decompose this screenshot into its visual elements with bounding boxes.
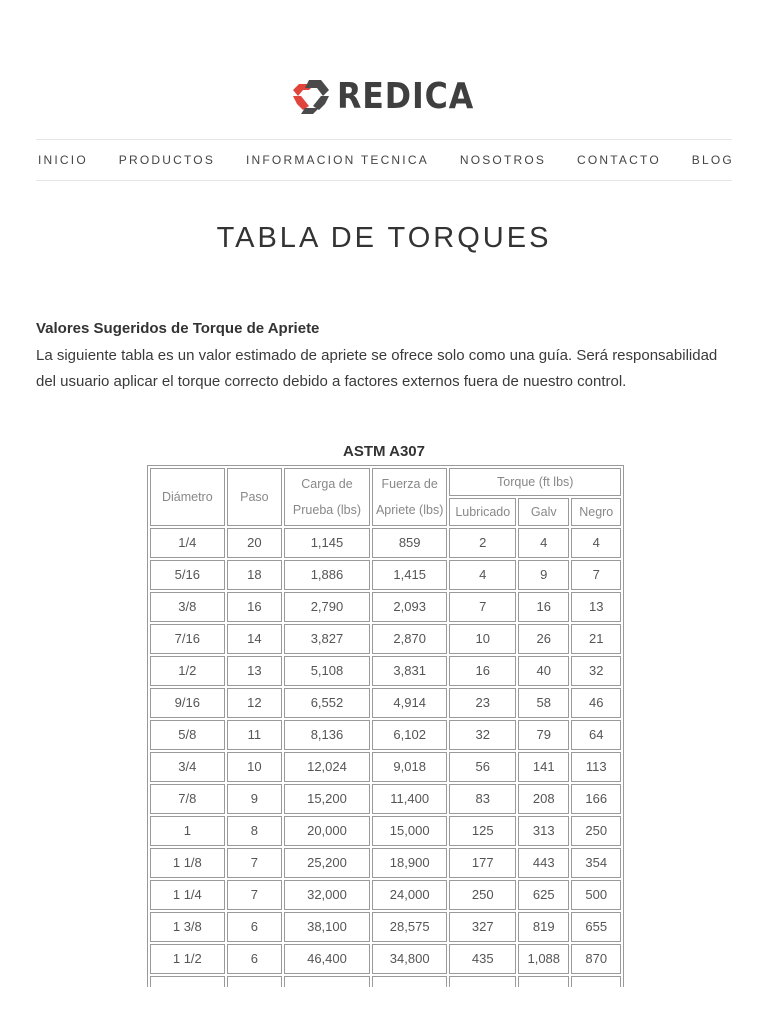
table-cell: 1 3/8 bbox=[150, 912, 225, 942]
table-cell: 819 bbox=[518, 912, 569, 942]
table-header bbox=[150, 468, 621, 526]
table-cell: 16 bbox=[518, 592, 569, 622]
header-torque: Torque (ft lbs) bbox=[449, 468, 621, 496]
table-cell: 15,000 bbox=[372, 816, 448, 846]
table-cell: 7 bbox=[227, 880, 282, 910]
table-cell: 354 bbox=[571, 848, 621, 878]
table-cell: 46 bbox=[571, 688, 621, 718]
table-row bbox=[150, 560, 621, 590]
table-cell: 2,093 bbox=[372, 592, 448, 622]
table-row bbox=[150, 752, 621, 782]
brand-logo[interactable] bbox=[0, 74, 768, 118]
header-carga-de-prueba: Carga de Prueba (lbs) bbox=[284, 468, 370, 526]
table-cell: 7 bbox=[449, 592, 516, 622]
table-cell: 250 bbox=[449, 880, 516, 910]
table-cell bbox=[571, 976, 621, 987]
table-cell: 79 bbox=[518, 720, 569, 750]
table-row bbox=[150, 592, 621, 622]
table-cell: 4,914 bbox=[372, 688, 448, 718]
table-cell: 9 bbox=[227, 784, 282, 814]
table-cell: 435 bbox=[449, 944, 516, 974]
table-cell: 13 bbox=[571, 592, 621, 622]
table-cell: 327 bbox=[449, 912, 516, 942]
table-cell: 655 bbox=[571, 912, 621, 942]
table-cell: 4 bbox=[518, 528, 569, 558]
table-cell: 8 bbox=[227, 816, 282, 846]
main-nav bbox=[36, 139, 732, 181]
table-cell: 113 bbox=[571, 752, 621, 782]
table-cell: 16 bbox=[227, 592, 282, 622]
header-galv: Galv bbox=[518, 498, 569, 526]
table-row bbox=[150, 880, 621, 910]
table-cell: 7/16 bbox=[150, 624, 225, 654]
brand-name: REDICA bbox=[337, 75, 475, 117]
table-cell: 32 bbox=[449, 720, 516, 750]
table-cell: 859 bbox=[372, 528, 448, 558]
table-cell: 32 bbox=[571, 656, 621, 686]
table-cell: 4 bbox=[571, 528, 621, 558]
table-row bbox=[150, 656, 621, 686]
header-negro: Negro bbox=[571, 498, 621, 526]
table-cell: 1,415 bbox=[372, 560, 448, 590]
table-cell: 3/4 bbox=[150, 752, 225, 782]
table-cell: 1/2 bbox=[150, 656, 225, 686]
table-cell: 2,790 bbox=[284, 592, 370, 622]
table-cell: 26 bbox=[518, 624, 569, 654]
table-cell: 3,827 bbox=[284, 624, 370, 654]
table-cell: 56 bbox=[449, 752, 516, 782]
table-cell: 20,000 bbox=[284, 816, 370, 846]
table-cell: 20 bbox=[227, 528, 282, 558]
table-cell bbox=[518, 976, 569, 987]
table-cell: 10 bbox=[449, 624, 516, 654]
table-cell: 1 1/2 bbox=[150, 944, 225, 974]
table-row bbox=[150, 528, 621, 558]
nav-item-productos[interactable]: PRODUCTOS bbox=[118, 153, 216, 167]
table-cell: 6,552 bbox=[284, 688, 370, 718]
table-cell: 3/8 bbox=[150, 592, 225, 622]
table-cell: 500 bbox=[571, 880, 621, 910]
table-cell: 18 bbox=[227, 560, 282, 590]
table-cell: 16 bbox=[449, 656, 516, 686]
nav-item-nosotros[interactable]: NOSOTROS bbox=[459, 153, 547, 167]
table-cell: 12,024 bbox=[284, 752, 370, 782]
table-cell: 177 bbox=[449, 848, 516, 878]
table-cell bbox=[372, 976, 448, 987]
torque-table bbox=[147, 465, 624, 987]
table-cell: 28,575 bbox=[372, 912, 448, 942]
table-cell: 625 bbox=[518, 880, 569, 910]
table-cell bbox=[227, 976, 282, 987]
table-cell: 32,000 bbox=[284, 880, 370, 910]
page-title: TABLA DE TORQUES bbox=[216, 222, 552, 254]
table-cell: 34,800 bbox=[372, 944, 448, 974]
table-cell: 4 bbox=[449, 560, 516, 590]
intro-paragraph: La siguiente tabla es un valor estimado de apriete se ofrece solo como una guía. Será responsabilidad del usuario aplicar el torque correcto debido a factores externos fuera de nuestro control. bbox=[36, 346, 718, 390]
table-cell: 25,200 bbox=[284, 848, 370, 878]
table-cell: 11,400 bbox=[372, 784, 448, 814]
table-cell: 13 bbox=[227, 656, 282, 686]
table-cell: 2 bbox=[449, 528, 516, 558]
table-cell: 18,900 bbox=[372, 848, 448, 878]
table-row bbox=[150, 848, 621, 878]
table-row bbox=[150, 944, 621, 974]
table-cell: 40 bbox=[518, 656, 569, 686]
table-cell: 141 bbox=[518, 752, 569, 782]
table-cell: 21 bbox=[571, 624, 621, 654]
table-cell: 11 bbox=[227, 720, 282, 750]
table-cell: 12 bbox=[227, 688, 282, 718]
table-cell: 313 bbox=[518, 816, 569, 846]
table-cell: 58 bbox=[518, 688, 569, 718]
table-cell: 250 bbox=[571, 816, 621, 846]
table-cell: 9 bbox=[518, 560, 569, 590]
table-cell: 9/16 bbox=[150, 688, 225, 718]
table-cell: 5/16 bbox=[150, 560, 225, 590]
table-cell: 7 bbox=[571, 560, 621, 590]
logo-arrows-icon bbox=[291, 76, 331, 116]
table-cell: 15,200 bbox=[284, 784, 370, 814]
table-cell: 870 bbox=[571, 944, 621, 974]
table-cell: 10 bbox=[227, 752, 282, 782]
table-row bbox=[150, 720, 621, 750]
table-row bbox=[150, 912, 621, 942]
nav-item-blog[interactable]: BLOG bbox=[691, 153, 734, 167]
header-diametro: Diámetro bbox=[150, 468, 225, 526]
table-cell: 38,100 bbox=[284, 912, 370, 942]
table-caption: ASTM A307 bbox=[343, 443, 425, 460]
table-cell: 1 1/4 bbox=[150, 880, 225, 910]
table-cell: 14 bbox=[227, 624, 282, 654]
intro-heading: Valores Sugeridos de Torque de Apriete bbox=[36, 320, 320, 337]
header-lubricado: Lubricado bbox=[449, 498, 516, 526]
table-cell: 2,870 bbox=[372, 624, 448, 654]
table-cell: 443 bbox=[518, 848, 569, 878]
header-paso: Paso bbox=[227, 468, 282, 526]
nav-item-informacion-tecnica[interactable]: INFORMACION TECNICA bbox=[245, 153, 429, 167]
table-cell: 6 bbox=[227, 944, 282, 974]
table-cell: 7/8 bbox=[150, 784, 225, 814]
table-cell: 6 bbox=[227, 912, 282, 942]
table-cell: 1 1/8 bbox=[150, 848, 225, 878]
nav-item-contacto[interactable]: CONTACTO bbox=[577, 153, 661, 167]
table-cell: 1,145 bbox=[284, 528, 370, 558]
table-cell: 1,886 bbox=[284, 560, 370, 590]
table-cell: 5/8 bbox=[150, 720, 225, 750]
table-cell: 64 bbox=[571, 720, 621, 750]
table-cell: 8,136 bbox=[284, 720, 370, 750]
table-body bbox=[150, 528, 621, 987]
table-cell: 1,088 bbox=[518, 944, 569, 974]
nav-item-inicio[interactable]: INICIO bbox=[38, 153, 88, 167]
table-cell bbox=[284, 976, 370, 987]
table-cell: 208 bbox=[518, 784, 569, 814]
table-cell: 46,400 bbox=[284, 944, 370, 974]
table-cell: 24,000 bbox=[372, 880, 448, 910]
table-cell: 6,102 bbox=[372, 720, 448, 750]
table-cell: 1/4 bbox=[150, 528, 225, 558]
intro-section bbox=[36, 316, 736, 396]
table-row bbox=[150, 816, 621, 846]
table-cell: 125 bbox=[449, 816, 516, 846]
table-cell bbox=[150, 976, 225, 987]
table-cell: 1 bbox=[150, 816, 225, 846]
table-row bbox=[150, 688, 621, 718]
torque-table-container bbox=[147, 465, 624, 987]
table-row bbox=[150, 624, 621, 654]
table-cell: 83 bbox=[449, 784, 516, 814]
table-cell: 166 bbox=[571, 784, 621, 814]
table-cell bbox=[449, 976, 516, 987]
table-cell: 5,108 bbox=[284, 656, 370, 686]
table-row bbox=[150, 784, 621, 814]
table-cell: 7 bbox=[227, 848, 282, 878]
table-row bbox=[150, 976, 621, 987]
table-cell: 3,831 bbox=[372, 656, 448, 686]
table-cell: 9,018 bbox=[372, 752, 448, 782]
header-fuerza-de-apriete: Fuerza de Apriete (lbs) bbox=[372, 468, 448, 526]
table-cell: 23 bbox=[449, 688, 516, 718]
